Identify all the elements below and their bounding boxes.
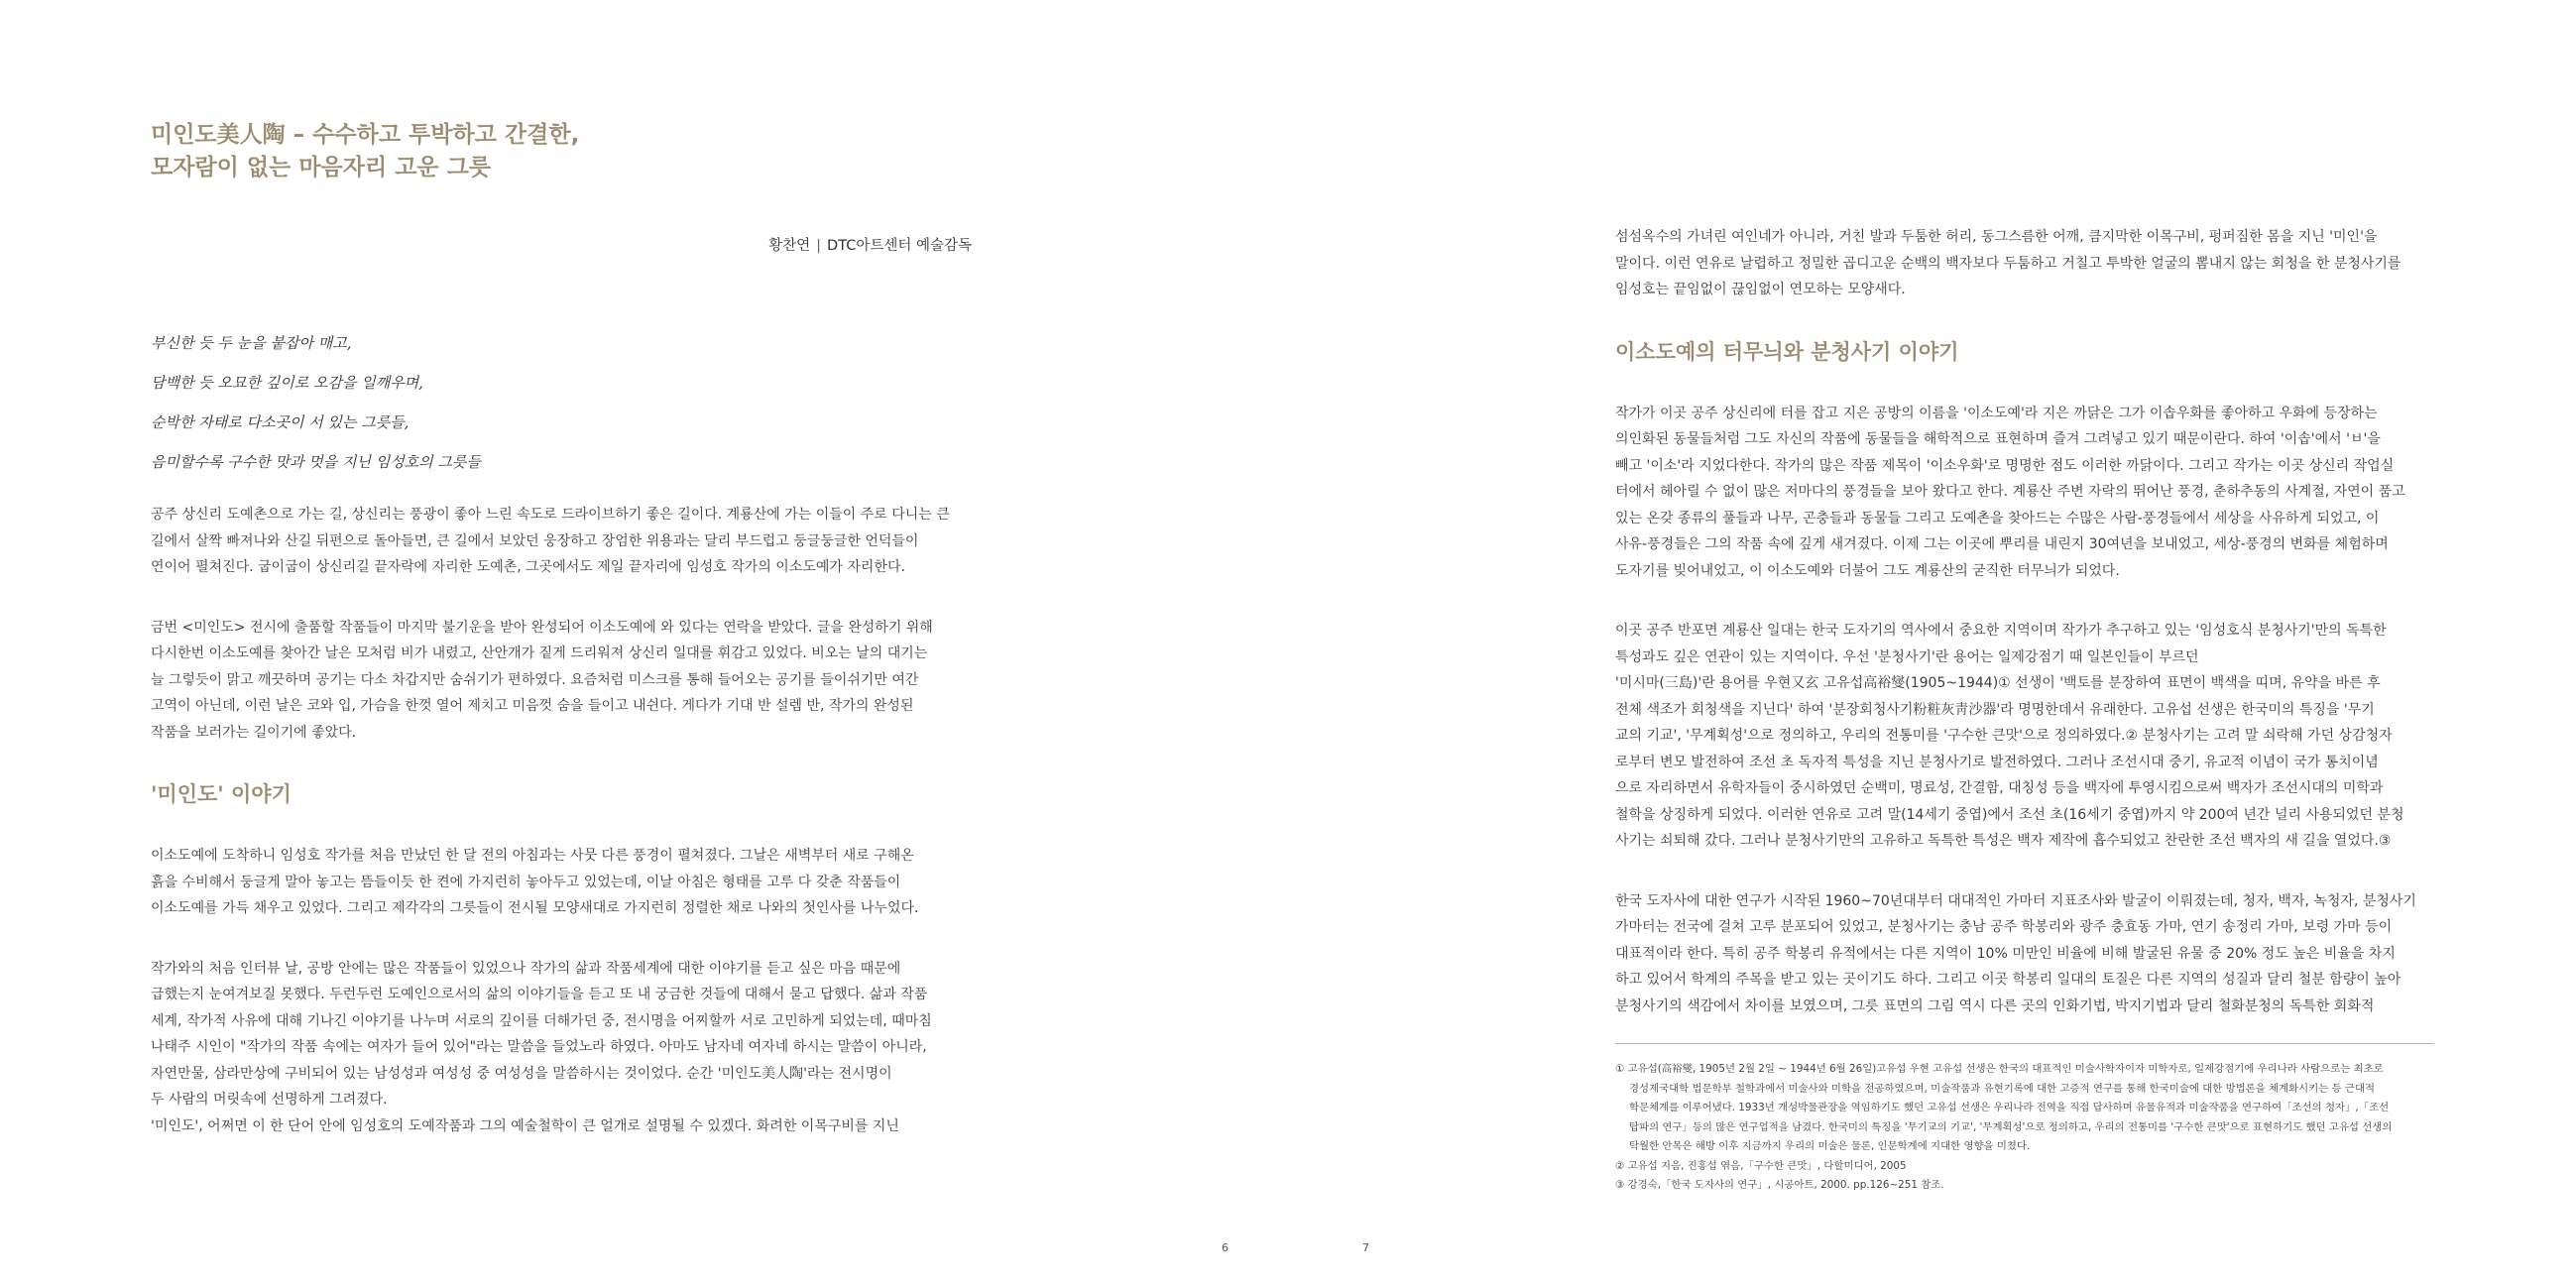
text-line: 이곳 공주 반포면 계룡산 일대는 한국 도자기의 역사에서 중요한 지역이며 작가가 추구하고 있는 '임성호식 분청사기'만의 독특한 [1615,623,2387,639]
text-line: 도자기를 빚어내었고, 이 이소도예와 더불어 그도 계룡산의 굳직한 터무늬가 되었다. [1615,562,2120,579]
footnote [1615,1157,2434,1177]
text-line: 로부터 변모 발전하여 조선 초 독자적 특성을 지닌 분청사기로 발전하였다. 그러나 조선시대 중기, 유교적 이념이 국가 통치이념 [1615,754,2379,770]
text-line: 의인화된 동물들처럼 그도 자신의 작품에 동물들을 해학적으로 표현하며 즐겨 그려넣고 있기 때문이란다. 하여 '이솝'에서 'ㅂ'을 [1615,431,2381,447]
right-body-column [1615,224,2448,1019]
text-line: 특성과도 깊은 연관이 있는 지역이다. 우선 '분청사기'란 용어는 일제강점기 때 일본인들이 부르던 [1615,648,2199,665]
text-line: '미인도', 어쩌면 이 한 단어 안에 임성호의 도예작품과 그의 예술철학이 큰 얼개로 설명될 수 있겠다. 화려한 이목구비를 지닌 [151,1117,899,1134]
footnote-line: ③ 강경숙,「한국 도자사의 연구」, 시공아트, 2000. pp.126~251 참조. [1615,1179,1944,1191]
text-line: 사기는 쇠퇴해 갔다. 그러나 분청사기만의 고유하고 독특한 특성은 백자 제작에 흡수되었고 찬란한 조선 백자의 새 길을 열었다.③ [1615,833,2392,849]
poem-line: 담백한 듯 오묘한 깊이로 오감을 일깨우며, [151,374,423,392]
paragraph [151,615,974,747]
poem-line: 순박한 자태로 다소곳이 서 있는 그릇들, [151,413,410,431]
text-line: 있는 온갖 종류의 풀들과 나무, 곤충들과 동물들 그리고 도예촌을 찾아드는 수많은 사람-풍경들에서 세상을 사유하게 되었고, 이 [1615,510,2380,527]
footnote-line: 경성제국대학 법문학부 철학과에서 미술사와 미학을 전공하였으며, 미술작품과 유현기록에 대한 고증적 연구를 통해 한국미술에 대한 방법론을 체계화시키는 등 근대적 [1629,1082,2376,1095]
text-line: 대표적이라 한다. 특히 공주 학봉리 유적에서는 다른 지역이 10% 미만인 비율에 비해 발굴된 유물 중 20% 정도 높은 비율을 차지 [1615,945,2396,962]
author-separator: | [816,238,822,254]
paragraph [151,956,974,1113]
paragraph [151,843,974,922]
author-role: DTC아트센터 예술감독 [827,238,972,254]
paragraph [1615,618,2448,855]
footnote-line: ① 고유섭(高裕燮, 1905년 2월 2일 ~ 1944년 6월 26일)고유섭 우현 고유섭 선생은 한국의 대표적인 미술사학자이자 미학자로, 일제강점기에 우리나라 사람으로는 최초로 [1615,1063,2384,1075]
paragraph [1615,888,2448,1020]
paragraph [151,502,974,581]
section-heading: 이소도예의 터무늬와 분청사기 이야기 [1615,339,1959,364]
text-line: 분청사기의 색감에서 차이를 보였으며, 그릇 표면의 그림 역시 다른 곳의 인화기법, 박지기법과 달리 철화분청의 독특한 회화적 [1615,997,2375,1014]
page-number: 6 [1222,1241,1229,1254]
footnote-line: 탁월한 안목은 해방 이후 지금까지 우리의 미술은 물론, 인문학계에 지대한 영향을 미쳤다. [1629,1140,2031,1152]
text-line: 한국 도자사에 대한 연구가 시작된 1960~70년대부터 대대적인 가마터 지표조사와 발굴이 이뤄졌는데, 청자, 백자, 녹청자, 분청사기 [1615,892,2416,909]
section-heading: '미인도' 이야기 [151,782,292,806]
text-line: 급했는지 눈여겨보질 못했다. 두런두런 도예인으로서의 삶의 이야기들을 듣고 또 내 궁금한 것들에 대해서 묻고 답했다. 삶과 작품 [151,987,928,1002]
text-line: 빼고 '이소'라 지었다한다. 작가의 많은 작품 제목이 '이소우화'로 명명한 점도 이러한 까닭이다. 그리고 작가는 이곳 상신리 작업실 [1615,457,2395,474]
text-line: 가마터는 전국에 걸쳐 고루 분포되어 있었고, 분청사기는 충남 공주 학봉리와 광주 충효동 가마, 연기 송정리 가마, 보령 가마 등이 [1615,919,2393,935]
text-line: 하고 있어서 학계의 주목을 받고 있는 곳이기도 하다. 그리고 이곳 학봉리 일대의 토질은 다른 지역의 성질과 달리 철분 함량이 높아 [1615,972,2401,988]
text-line: 교의 기교', '무계획성'으로 정의하고, 우리의 전통미를 '구수한 큰맛'으로 정의하였다.② 분청사기는 고려 말 쇠락해 가던 상감청자 [1615,728,2393,744]
text-line: 연이어 펼쳐진다. 굽이굽이 상신리길 끝자락에 자리한 도예촌, 그곳에서도 제일 끝자리에 임성호 작가의 이소도예가 자리한다. [151,559,905,575]
title-line: 모자람이 없는 마음자리 고운 그릇 [151,155,492,180]
text-line: 세계, 작가적 사유에 대해 기나긴 이야기를 나누며 서로의 깊이를 더해가던 중, 전시명을 어찌할까 서로 고민하게 되었는데, 때마침 [151,1012,932,1029]
text-line: 흙을 수비해서 둥글게 말아 놓고는 뜸들이듯 한 켠에 가지런히 놓아두고 있었는데, 이날 아침은 형태를 고루 다 갖춘 작품들이 [151,874,901,890]
article-title [151,119,1043,184]
text-line: 이소도예에 도착하니 임성호 작가를 처음 만났던 한 달 전의 아침과는 사뭇 다른 풍경이 펼쳐졌다. 그날은 새벽부터 새로 구해온 [151,848,914,864]
paragraph [1615,401,2448,585]
left-body-column [151,502,974,1139]
footnote-line: 학문체계를 이루어냈다. 1933년 개성박물관장을 역임하기도 했던 고유섭 선생은 우리나라 전역을 직접 답사하며 유물유적과 미술작품을 연구하여「조선의 청자」,「조선 [1629,1102,2390,1113]
text-line: 고역이 아닌데, 이런 날은 코와 입, 가슴을 한껏 열어 제치고 미음껏 숨을 들이고 내쉰다. 게다가 기대 반 설렘 반, 작가의 완성된 [151,698,914,714]
text-line: 말이다. 이런 연유로 날렵하고 정밀한 곱디고운 순백의 백자보다 두툼하고 거칠고 투박한 얼굴의 뽐내지 않는 회청을 한 분청사기를 [1615,255,2401,272]
poem-line: 부신한 듯 두 눈을 붙잡아 매고, [151,334,352,352]
text-line: 사유-풍경들은 그의 작품 속에 깊게 새겨졌다. 이제 그는 이곳에 뿌리를 내린지 30여년을 보내었고, 세상-풍경의 변화를 체험하며 [1615,536,2389,552]
title-line: 미인도美人陶 – 수수하고 투박하고 간결한, [151,122,580,148]
text-line: 다시한번 이소도예를 찾아간 날은 모처럼 비가 내렸고, 산안개가 짙게 드리워져 상신리 일대를 휘감고 있었다. 비오는 날의 대기는 [151,645,928,661]
page-number: 7 [1362,1241,1369,1254]
text-line: 금번 <미인도> 전시에 출품할 작품들이 마지막 불기운을 받아 완성되어 이소도예에 와 있다는 연락을 받았다. 글을 완성하기 위해 [151,619,933,636]
text-line: 작가와의 처음 인터뷰 날, 공방 안에는 많은 작품들이 있었으나 작가의 삶과 작품세계에 대한 이야기를 듣고 싶은 마음 때문에 [151,960,901,977]
text-line: 두 사람의 머릿속에 선명하게 그려졌다. [151,1092,388,1108]
text-line: 길에서 살짝 빠져나와 산길 뒤편으로 돌아들면, 큰 길에서 보았던 웅장하고 장엄한 위용과는 달리 부드럽고 둥글둥글한 언덕들이 [151,532,919,549]
text-line: 공주 상신리 도예촌으로 가는 길, 상신리는 풍광이 좋아 느린 속도로 드라이브하기 좋은 길이다. 계룡산에 가는 이들이 주로 다니는 큰 [151,507,950,523]
text-line: 섬섬옥수의 가녀린 여인네가 아니라, 거친 발과 두툼한 허리, 동그스름한 어깨, 큼지막한 이목구비, 펑퍼짐한 몸을 지닌 '미인'을 [1615,229,2378,245]
text-line: '미시마(三島)'란 용어를 우현又玄 고유섭高裕燮(1905~1944)① 선생이 '백토를 분장하여 표면이 백색을 띠며, 유약을 바른 후 [1615,675,2381,691]
paragraph [1615,224,2448,303]
paragraph [151,1113,974,1140]
footnote-line: ② 고유섭 지음, 진홍섭 엮음,「구수한 큰맛」, 다할미디어, 2005 [1615,1159,1907,1172]
author-credit [496,234,972,255]
text-line: 철학을 상징하게 되었다. 이러한 연유로 고려 말(14세기 중엽)에서 조선 초(16세기 중엽)까지 약 200여 년간 널리 사용되었던 분청 [1615,806,2404,823]
footnote [1615,1176,2434,1196]
footnotes [1615,1043,2434,1196]
footnote-line: 탑파의 연구」등의 많은 연구업적을 남겼다. 한국미의 특징을 '무기교의 기교', '무계획성'으로 정의하고, 우리의 전통미를 '구수한 큰맛'으로 표현하기도 했던 고유섭 선생의 [1629,1120,2393,1133]
epigraph-poem [151,323,964,482]
text-line: 작가가 이곳 공주 상신리에 터를 잡고 지은 공방의 이름을 '이소도예'라 지은 까닭은 그가 이솝우화를 좋아하고 우화에 등장하는 [1615,405,2378,421]
poem-line: 음미할수록 구수한 맛과 멋을 지닌 임성호의 그릇들 [151,453,481,471]
text-line: 이소도예를 가득 채우고 있었다. 그리고 제각각의 그릇들이 전시될 모양새대로 가지런히 정렬한 채로 나와의 첫인사를 나누었다. [151,900,919,916]
text-line: 전체 색조가 회청색을 지닌다' 하여 '분장회청사기粉粧灰靑沙器'라 명명한데서 유래한다. 고유섭 선생은 한국미의 특징을 '무기 [1615,701,2375,718]
right-page [1288,0,2576,1288]
text-line: 자연만물, 삼라만상에 구비되어 있는 남성성과 여성성 중 여성성을 말씀하시는 것이었다. 순간 '미인도美人陶'라는 전시명이 [151,1065,892,1082]
footnote [1615,1060,2434,1157]
text-line: 작품을 보러가는 길이기에 좋았다. [151,724,357,741]
text-line: 으로 자리하면서 유학자들이 중시하였던 순백미, 명료성, 간결함, 대칭성 등을 백자에 투영시킴으로써 백자가 조선시대의 미학과 [1615,780,2384,796]
author-name: 황찬연 [768,238,811,254]
text-line: 나태주 시인이 "작가의 작품 속에는 여자가 들어 있어"라는 말씀을 들었노라 하였다. 아마도 남자네 여자네 하시는 말씀이 아니라, [151,1039,927,1055]
text-line: 늘 그렇듯이 맑고 깨끗하며 공기는 다소 차갑지만 숨쉬기가 편하였다. 요즘처럼 미스크를 통해 들어오는 공기를 들이쉬기만 여간 [151,671,919,688]
text-line: 터에서 헤아릴 수 없이 많은 저마다의 풍경들을 보아 왔다고 한다. 계룡산 주변 자락의 뛰어난 풍경, 춘하추동의 사계절, 자연이 품고 [1615,484,2405,500]
text-line: 임성호는 끝임없이 끊임없이 연모하는 모양새다. [1615,282,1906,297]
